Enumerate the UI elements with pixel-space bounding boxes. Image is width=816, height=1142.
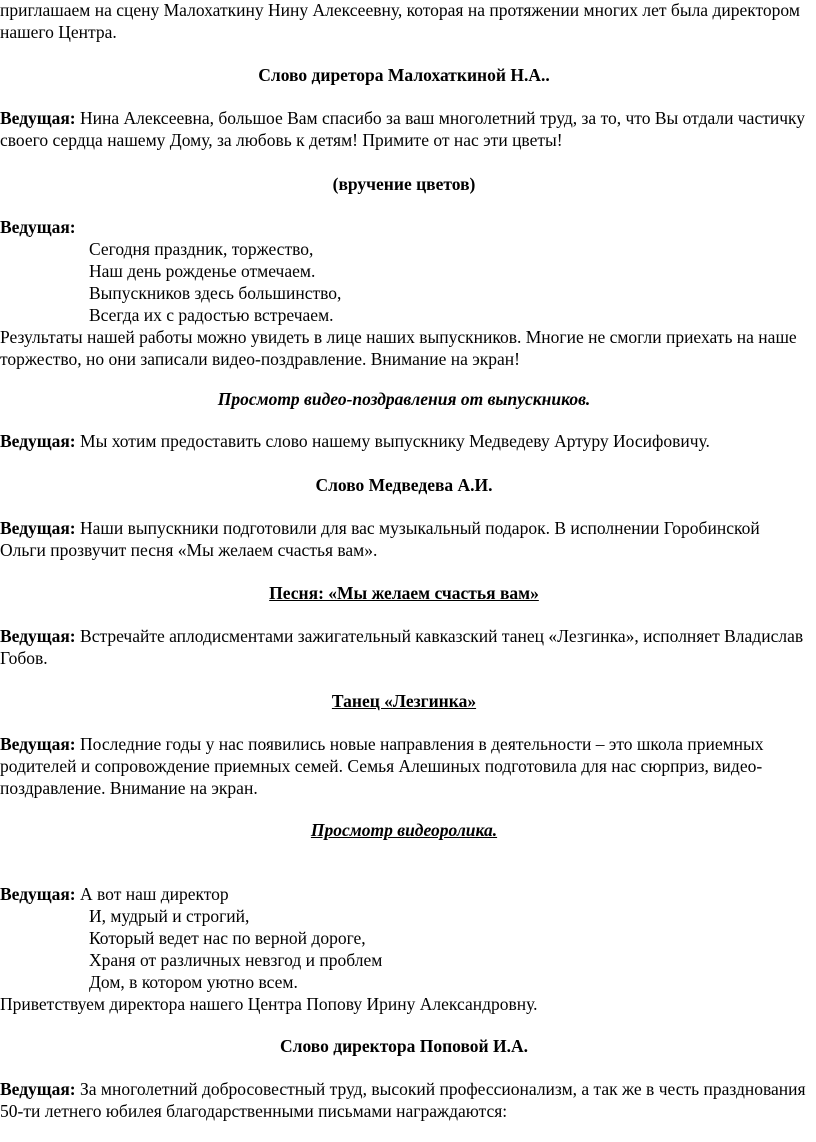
poem-1-line-2: Наш день рожденье отмечаем.	[89, 261, 316, 281]
poem-2-first-line: А вот наш директор	[80, 884, 229, 904]
host-text-5: Встречайте аплодисментами зажигательный кавказский танец «Лезгинка», исполняет Владислав Гобов.	[0, 626, 804, 668]
poem-2-line-2: Который ведет нас по верной дороге,	[89, 928, 366, 948]
heading-song: Песня: «Мы желаем счастья вам»	[269, 583, 539, 603]
speaker-label-2: Ведущая:	[0, 217, 76, 237]
greeting-paragraph: Приветствуем директора нашего Центра Попову Ирину Александровну.	[0, 994, 538, 1014]
heading-video-clip: Просмотр видеоролика.	[310, 820, 498, 840]
host-text-6: Последние годы у нас появились новые направления в деятельности – это школа приемных родителей и сопровождение приемных семей. Семья Алешиных подготовила для нас сюрприз, видео-поздравление. Внимание на экран.	[0, 734, 764, 798]
speaker-label: Ведущая:	[0, 1079, 76, 1099]
speaker-label: Ведущая:	[0, 108, 76, 128]
host-line-7	[0, 884, 808, 906]
host-line-8	[0, 1079, 808, 1123]
speaker-label: Ведущая:	[0, 518, 76, 538]
poem-1-line-1: Сегодня праздник, торжество,	[89, 239, 314, 259]
heading-medvedev-speech: Слово Медведева А.И.	[315, 475, 493, 495]
heading-director-speech-2: Слово директора Поповой И.А.	[279, 1036, 529, 1056]
speaker-label: Ведущая:	[0, 431, 76, 451]
speaker-label: Ведущая:	[0, 884, 76, 904]
results-paragraph: Результаты нашей работы можно увидеть в лице наших выпускников. Многие не смогли приехать на наше торжество, но они записали видео-поздравление. Внимание на экран!	[0, 327, 797, 369]
heading-flowers: (вручение цветов)	[332, 174, 476, 194]
host-line-4	[0, 518, 808, 562]
host-line-5	[0, 626, 808, 670]
heading-graduates-video: Просмотр видео-поздравления от выпускников.	[217, 389, 591, 409]
poem-1-line-4: Всегда их с радостью встречаем.	[89, 305, 334, 325]
host-line-6	[0, 734, 808, 799]
poem-2-line-3: Храня от различных невзгод и проблем	[89, 950, 383, 970]
host-line-3	[0, 431, 808, 453]
poem-2-line-1: И, мудрый и строгий,	[89, 906, 250, 926]
speaker-label: Ведущая:	[0, 734, 76, 754]
intro-text: приглашаем на сцену Малохаткину Нину Алексеевну, которая на протяжении многих лет была директором нашего Центра.	[0, 0, 800, 42]
heading-dance: Танец «Лезгинка»	[331, 691, 477, 711]
poem-2-line-4: Дом, в котором уютно всем.	[89, 972, 298, 992]
intro-paragraph	[0, 0, 808, 44]
host-text-4: Наши выпускники подготовили для вас музыкальный подарок. В исполнении Горобинской Ольги прозвучит песня «Мы желаем счастья вам».	[0, 518, 760, 560]
poem-1-line-3: Выпускников здесь большинство,	[89, 283, 342, 303]
host-line-1	[0, 108, 808, 152]
speaker-label: Ведущая:	[0, 626, 76, 646]
heading-director-speech-1: Слово диретора Малохаткиной Н.А..	[258, 65, 550, 85]
host-text-8: За многолетний добросовестный труд, высокий профессионализм, а так же в честь празднования 50-ти летнего юбилея благодарственными письмами награждаются:	[0, 1079, 806, 1121]
host-text-1: Нина Алексеевна, большое Вам спасибо за ваш многолетний труд, за то, что Вы отдали частичку своего сердца нашему Дому, за любовь к детям! Примите от нас эти цветы!	[0, 108, 806, 150]
host-text-3: Мы хотим предоставить слово нашему выпускнику Медведеву Артуру Иосифовичу.	[80, 431, 710, 451]
